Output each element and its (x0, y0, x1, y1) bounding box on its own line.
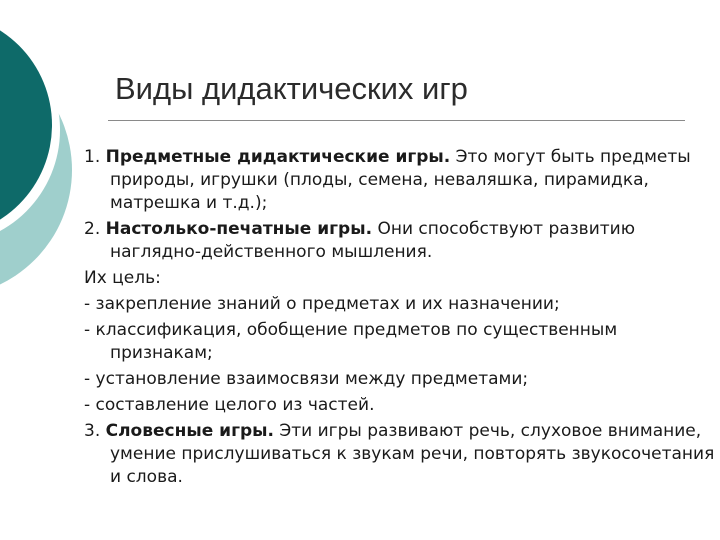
item-1-number: 1. (84, 147, 106, 167)
item-2-heading: Настолько-печатные игры. (105, 219, 373, 239)
goal-item: - классификация, обобщение предметов по существенным признакам; (84, 320, 618, 363)
item-2-number: 2. (84, 219, 106, 239)
item-1-text: Это могут быть предметы природы, игрушки (плоды, семена, неваляшка, пирамидка, матрешка и т.д.); (110, 147, 691, 213)
slide-title: Виды дидактических игр (115, 71, 468, 106)
item-1 (84, 146, 716, 215)
item-3-heading: Словесные игры. (105, 421, 274, 441)
item-2 (84, 218, 716, 264)
goal-item: - установление взаимосвязи между предметами; (84, 369, 529, 389)
slide-body (84, 146, 716, 489)
item-3 (84, 420, 716, 489)
item-2-text: Они способствуют развитию наглядно-действенного мышления. (110, 219, 636, 262)
goal-item: - составление целого из частей. (84, 395, 375, 415)
item-3-number: 3. (84, 421, 106, 441)
title-rule (108, 120, 685, 121)
item-1-heading: Предметные дидактические игры. (105, 147, 451, 167)
goal-intro: Их цель: (84, 268, 161, 288)
item-3-text: Эти игры развивают речь, слуховое внимание, умение прислушиваться к звукам речи, повторять звукосочетания и слова. (110, 421, 715, 487)
goal-item: - закрепление знаний о предметах и их назначении; (84, 294, 560, 314)
